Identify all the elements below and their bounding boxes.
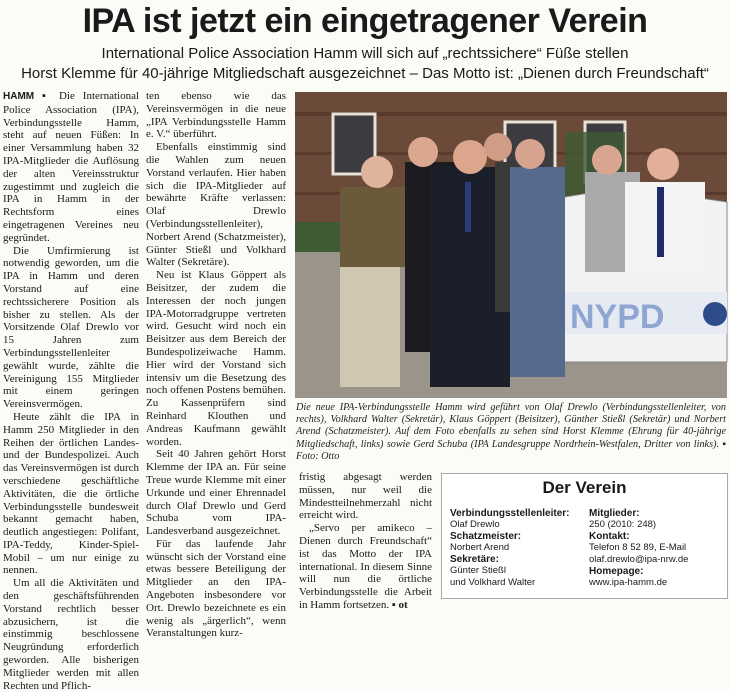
article-paragraph: Ebenfalls einstimmig sind die Wahlen zum neuen Vorstand verlaufen. Hier haben sich die IPA-Mitglieder auf bewährte Kräfte verlassen: Olaf Drewlo (Verbindungsstellenleiter), Norbert Arend (Schatzmeister), Günter Stießl und Volkhard Walter (Sekretäre). — [146, 141, 286, 269]
info-box-title: Der Verein — [542, 478, 627, 497]
article-paragraph: Um all die Aktivitäten und den geschäftsführenden Vorstand rechtlich besser abzusichern, ist die einstimmig beschlossene Neugründung erforderlich geworden. Alle bisherigen Mitglieder werden mit allen Rechten und Pflich- — [3, 577, 139, 692]
info-box — [441, 473, 728, 599]
article-column-1 — [3, 90, 140, 692]
secretaries-value: Günter Stießl — [450, 565, 506, 576]
article-column-3 — [299, 471, 432, 611]
treasurer-value: Norbert Arend — [450, 542, 510, 553]
group-photo — [295, 92, 727, 398]
leader-value: Olaf Drewlo — [450, 519, 500, 530]
article-paragraph: Die Umfirmierung ist notwendig geworden, um die IPA in Hamm und deren Vorstand auf eine rechtssicherere Position als bisher zu stellen. Als der Vorsitzende Olaf Drewlo vor 15 Jahren zum Verbindungsstellenleiter gewählt wurde, zählte die Vereinigung 155 Mitglieder mit einem geringen Vereinsvermögen. — [3, 244, 139, 411]
dateline: HAMM — [3, 91, 35, 102]
article-paragraph: ten ebenso wie das Vereinsvermögen in die neue „IPA Verbindungsstelle Hamm e. V.“ überführt. — [146, 90, 286, 141]
contact-phone: Telefon 8 52 89, E-Mail — [589, 542, 687, 553]
leader-label: Verbindungsstellenleiter: — [450, 508, 570, 519]
paragraph-text: ▪ Die International Police Association (IPA), Verbindungsstelle Hamm, steht auf neuen Füßen: In einer Versammlung haben 32 IPA-Mitglieder die Auflösung der alten Vereinsstruktur zugestimmt und zugleich die IPA in Hamm in der Rechtsform eines eingetragenen Vereines neu gegründet. — [3, 90, 140, 244]
secretaries-value: und Volkhard Walter — [450, 577, 536, 588]
contact-label: Kontakt: — [589, 531, 630, 542]
secretaries-label: Sekretäre: — [450, 554, 499, 565]
article-column-2 — [146, 90, 286, 640]
group-photo-icon — [295, 92, 727, 398]
treasurer-label: Schatzmeister: — [450, 531, 522, 542]
members-value: 250 (2010: 248) — [589, 519, 657, 530]
paragraph-text: „Servo per amikeco – Dienen durch Freundschaft“ ist das Motto der IPA international. In diesem Sinne will nun die örtliche Verbindungsstelle die Arbeit in Hamm fortsetzen. — [299, 522, 432, 611]
car-text: NYPD — [570, 298, 665, 336]
photo-caption: Die neue IPA-Verbindungsstelle Hamm wird geführt von Olaf Drewlo (Verbindungsstellenleiter, von rechts), Volkhard Walter (Sekretär), Klaus Göppert (Beisitzer), Günther Stießl (Sekretär) und Norbert Arend (Schatzmeister). Auf dem Foto ebenfalls zu sehen sind Horst Klemme (Ehrung für 40-jährige Mitgliedschaft, links) sowie Gerd Schuba (IPA Landesgruppe Nordrhein-Westfalen, Dritter von links). ▪ Foto: Otto — [296, 402, 726, 462]
article-paragraph — [299, 522, 432, 612]
article-paragraph: Neu ist Klaus Göppert als Beisitzer, der zudem die Interessen der noch jungen IPA-Motorradgruppe vertreten wird. Gesucht wird noch ein Beisitzer aus dem Bereich der Bundespolizeiwache Hamm. Hier wird der Vorstand sich intensiv um die Besetzung des noch offenen Postens bemühen. Zu Kassenprüfern sind Reinhard Klouthen und Andreas Kaufmann gewählt worden. — [146, 269, 286, 448]
author-signoff: ▪ ot — [391, 598, 408, 611]
members-label: Mitglieder: — [589, 508, 640, 519]
article-paragraph: Heute zählt die IPA in Hamm 250 Mitglieder in den Reihen der örtlichen Landes- und der Bundespolizei. Auch das Vereinsvermögen ist durch verschiedene geschäftliche Aktivitäten, die die örtliche Verbindungsstelle bundesweit bekannt gemacht haben, deutlich angestiegen: Polifant, IPA-Teddy, Kinder-Spiel-Mobil – um nur einige zu nennen. — [3, 410, 139, 577]
article-paragraph: fristig abgesagt werden müssen, nur weil die Mindestteilnehmerzahl nicht erreicht wird. — [299, 471, 432, 522]
info-box-right-column — [589, 508, 724, 589]
headline: IPA ist jetzt ein eingetragener Verein — [82, 2, 648, 40]
subheadline-2: Horst Klemme für 40-jährige Mitgliedschaft ausgezeichnet – Das Motto ist: „Dienen durch Freundschaft“ — [21, 65, 709, 82]
contact-email[interactable]: olaf.drewlo@ipa-nrw.de — [589, 554, 689, 565]
article-paragraph — [3, 90, 139, 245]
article-paragraph: Seit 40 Jahren gehört Horst Klemme der IPA an. Für seine Treue wurde Klemme mit einer Urkunde und einer Ehrennadel durch Olaf Drewlo und Gerd Schuba vom IPA-Landesverband ausgezeichnet. — [146, 448, 286, 538]
subheadline-1: International Police Association Hamm will sich auf „rechtssichere“ Füße stellen — [101, 45, 629, 62]
article-paragraph: Für das laufende Jahr wünscht sich der Vorstand eine etwas bessere Beteiligung der Mitglieder an den IPA-Angeboten insbesondere vor Ort. Drewlo bezeichnete es ein wenig als „ärgerlich“, wenn Veranstaltungen kurz- — [146, 537, 286, 640]
info-box-left-column — [450, 508, 590, 589]
homepage-label: Homepage: — [589, 566, 644, 577]
homepage-link[interactable]: www.ipa-hamm.de — [589, 577, 668, 588]
